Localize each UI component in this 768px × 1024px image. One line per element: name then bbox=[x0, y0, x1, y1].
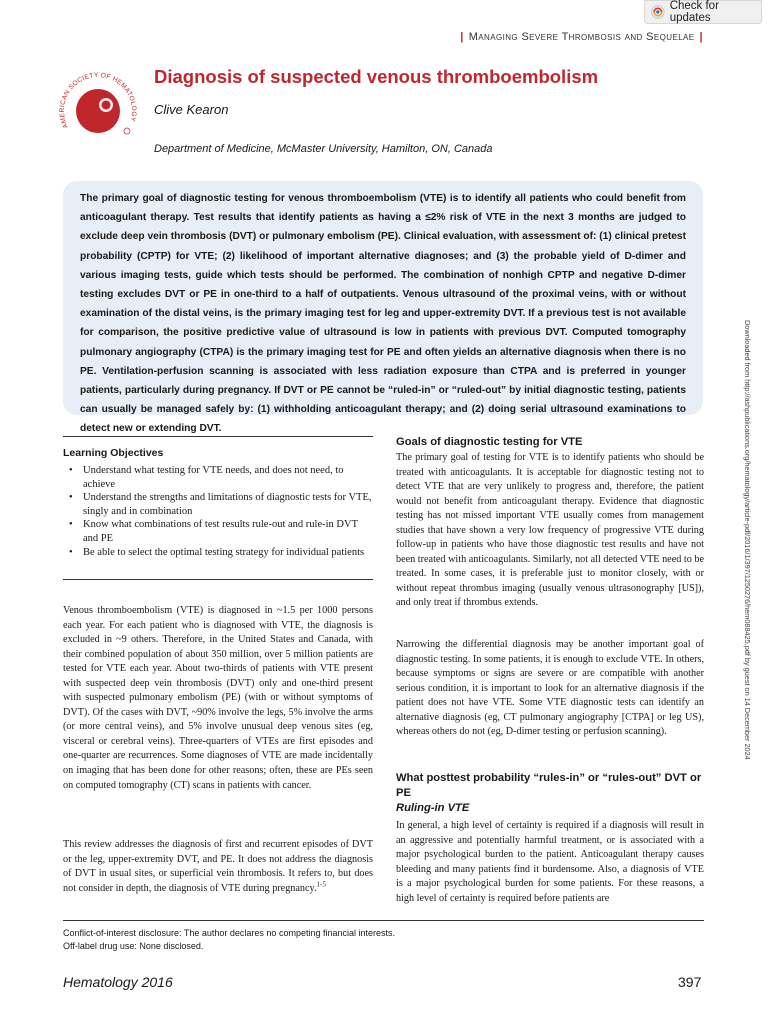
learning-objective-item: • Understand the strengths and limitations of diagnostic tests for VTE, singly and in combination bbox=[63, 491, 373, 518]
check-updates-label: Check for updates bbox=[669, 0, 719, 24]
journal-name: Hematology 2016 bbox=[63, 974, 173, 990]
section-title: Managing Severe Thrombosis and Sequelae bbox=[468, 31, 695, 43]
download-notice bbox=[742, 320, 752, 1000]
header-bar-right: | bbox=[699, 31, 703, 43]
check-for-updates-button[interactable] bbox=[644, 0, 762, 24]
learning-objective-item: • Be able to select the optimal testing strategy for individual patients bbox=[63, 546, 373, 560]
ruling-in-heading: Ruling-in VTE bbox=[396, 802, 470, 814]
author-affiliation: Department of Medicine, McMaster University, Hamilton, ON, Canada bbox=[154, 143, 493, 155]
learning-objectives-list bbox=[63, 464, 373, 559]
abstract-text: The primary goal of diagnostic testing for venous thromboembolism (VTE) is to identify all patients who could benefit from anticoagulant therapy. Test results that identify patients as having a ≤2% risk of VTE in the next 3 months are judged to exclude deep vein thrombosis (DVT) or pulmonary embolism (PE). Clinical evaluation, with assessment of: (1) clinical pretest probability (CPTP) for VTE; (2) likelihood of important alternative diagnoses; and (3) the probable yield of D-dimer and various imaging tests, guide which tests should be performed. The combination of nonhigh CPTP and negative D-dimer testing excludes DVT or PE in one-third to a half of outpatients. Venous ultrasound of the proximal veins, with or without examination of the distal veins, is the primary imaging test for leg and upper-extremity DVT. If a previous test is not available for comparison, the positive predictive value of ultrasound is low in patients with previous DVT. Computed tomography pulmonary angiography (CTPA) is the primary imaging test for PE and often yields an alternative diagnosis when there is no PE. Ventilation-perfusion scanning is associated with less radiation exposure than CTPA and is preferred in younger patients, particularly during pregnancy. If DVT or PE cannot be “ruled-in” or “ruled-out” by initial diagnostic testing, patients can usually be managed safely by: (1) withholding anticoagulant therapy; and (2) doing serial ultrasound examinations to detect new or extending DVT. bbox=[80, 193, 686, 435]
intro-paragraph-2 bbox=[63, 838, 373, 896]
conflict-of-interest-footnote: Conflict-of-interest disclosure: The author declares no competing financial interests. bbox=[63, 928, 395, 938]
goals-paragraph-2: Narrowing the differential diagnosis may be another important goal of diagnostic testing. In some patients, it is enough to exclude VTE. In others, because symptoms or signs are severe or are compatible with another serious condition, it is important to look for an alternative diagnosis if the patient does not have VTE. Some VTE diagnostic tests can identify an alternative diagnosis (eg, CT pulmonary angiography [CTPA] or leg US), whereas others do not (eg, D-dimer testing or perfusion scanning). bbox=[396, 639, 704, 738]
learning-objective-item: • Understand what testing for VTE needs, and does not need, to achieve bbox=[63, 464, 373, 491]
footnote-divider bbox=[63, 920, 704, 921]
page-number: 397 bbox=[678, 974, 702, 990]
svg-text:AMERICAN SOCIETY OF HEMATOLOGY: AMERICAN SOCIETY OF HEMATOLOGY bbox=[58, 71, 138, 130]
intro-paragraph-2-text: This review addresses the diagnosis of first and recurrent episodes of DVT or the leg, upper-extremity DVT, and PE. It does not address the diagnosis of DVT in usual sites, or superficial vein thrombosis. It refers to, but does not consider in depth, the diagnosis of VTE during pregnancy. bbox=[63, 839, 373, 894]
off-label-footnote: Off-label drug use: None disclosed. bbox=[63, 941, 204, 951]
learning-objective-item: • Know what combinations of test results rule-out and rule-in DVT and PE bbox=[63, 518, 373, 545]
learning-objectives-title: Learning Objectives bbox=[63, 447, 164, 459]
author-name: Clive Kearon bbox=[154, 102, 229, 117]
reference-superscript: 1-5 bbox=[316, 880, 326, 889]
goals-paragraph-1: The primary goal of testing for VTE is to identify patients who should be treated with anticoagulants. It is acceptable for diagnostic testing not to detect VTE that are very unlikely to progress and, therefore, the patient would not benefit from anticoagulant therapy. Evidence that diagnostic testing has not missed important VTE usually comes from management studies that have shown a very low frequency of progressive VTE during follow-up in patients who have those diagnostic test results and have not been treated with anticoagulants. Similarly, not all detected VTE need to be treated. In some cases, it is preferable just to monitor closely, with or without repeat thrombus imaging (usually venous ultrasonography [US]), and only treat if thrombus extends. bbox=[396, 452, 704, 609]
download-notice-text: Downloaded from http://ashpublications.org/hematology/article-pdf/2016/1/397/1250276/hem088425.pdf by guest on 14 December 2024 bbox=[743, 320, 752, 760]
article-title: Diagnosis of suspected venous thromboembolism bbox=[154, 66, 599, 87]
ruling-in-paragraph: In general, a high level of certainty is required if a diagnosis will result in an aggressive and potentially harmful treatment, or is associated with a major psychological burden to the patient. Anticoagulant therapy causes bleeding and many patients find it burdensome. Also, a diagnosis of VTE is a major psychological burden for some patients. For these reasons, a high level of certainty is required before patients are bbox=[396, 820, 704, 904]
posttest-heading: What posttest probability “rules-in” or “rules-out” DVT or PE bbox=[396, 772, 702, 799]
goals-heading: Goals of diagnostic testing for VTE bbox=[396, 436, 583, 448]
header-bar-left: | bbox=[460, 31, 464, 43]
check-updates-icon bbox=[651, 5, 665, 19]
learning-objectives-box bbox=[63, 436, 373, 580]
section-header bbox=[455, 31, 708, 43]
ash-logo bbox=[58, 65, 140, 155]
intro-paragraph-1: Venous thromboembolism (VTE) is diagnosed in ~1.5 per 1000 persons each year. For each patient who is diagnosed with VTE, the diagnosis is excluded in ~9 others. Therefore, in the United States and Canada, with their combined population of about 350 million, over 5 million patients are tested for VTE each year. About two-thirds of patients with VTE present with suspected deep vein thrombosis (DVT) only and one-third present with suspected pulmonary embolism (PE) (with or without symptoms of DVT). Of the cases with DVT, ~90% involve the legs, 5% involve the arms (or more central veins), and 5% involve unusual deep venous sites (eg, visceral or cerebral veins). Three-quarters of VTEs are first episodes and one-quarter are recurrences. Some diagnoses of VTE are made incidentally on imaging that has been done for other reasons; often, these are PEs seen on computed tomography (CT) scans in patients with cancer. bbox=[63, 605, 373, 791]
abstract-box bbox=[63, 181, 703, 435]
